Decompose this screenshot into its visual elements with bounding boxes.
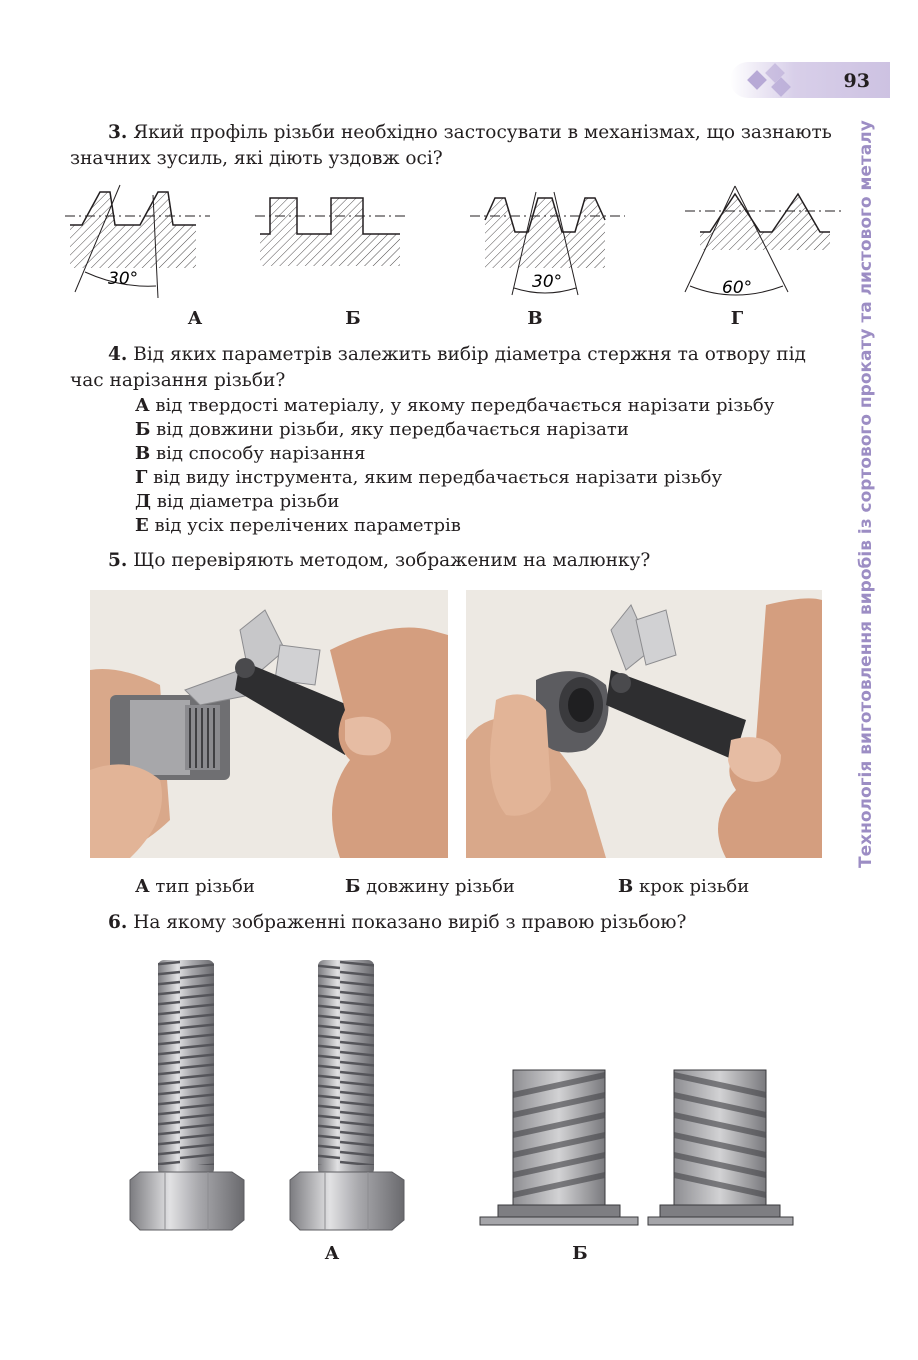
figure-label-a: А (324, 1243, 340, 1264)
option-text: тип різьби (155, 876, 255, 897)
option-text: крок різьби (638, 876, 750, 897)
option-text: від діаметра різьби (156, 491, 340, 512)
option-letter: Б (345, 876, 361, 897)
answer-option[interactable] (135, 394, 774, 418)
question-number: 6. (108, 912, 128, 933)
bolt-1 (130, 960, 244, 1230)
option-letter: Г (135, 467, 148, 488)
profile-v-angle: 30° (532, 272, 563, 292)
page-number-tab (730, 62, 890, 98)
option-text: від довжини різьби, яку передбачається нарізати (156, 419, 629, 440)
figure-label-b: Б (572, 1243, 588, 1264)
bolt-2 (290, 960, 404, 1230)
profile-b-rectangular (255, 198, 405, 266)
answer-option[interactable] (345, 876, 515, 897)
question-number: 4. (108, 344, 128, 365)
answer-option[interactable] (618, 876, 749, 897)
figure-label-v: В (527, 308, 543, 329)
profile-g-triangular (685, 186, 845, 298)
bolts-image (120, 950, 420, 1240)
option-letter: В (135, 443, 151, 464)
question-5 (70, 548, 840, 574)
answer-option[interactable] (135, 442, 366, 466)
profile-g-angle: 60° (722, 278, 753, 298)
question-text: Який профіль різьби необхідно застосувати в механізмах, що зазнають значних зусиль, які діють уздовж осі? (70, 122, 832, 169)
answer-option[interactable] (135, 876, 255, 897)
option-letter: Д (135, 491, 152, 512)
figure-label-g: Г (730, 308, 744, 329)
photo-thread-gauge-nut (466, 590, 822, 858)
side-running-title: Технологія виготовлення виробів із сортового прокату та листового металу (856, 120, 876, 868)
stud-2 (648, 1070, 793, 1225)
thread-profiles-figure (60, 180, 850, 310)
decor-diamond-icon (747, 70, 767, 90)
answer-option[interactable] (135, 418, 629, 442)
question-text: Що перевіряють методом, зображеним на малюнку? (133, 550, 651, 571)
option-text: від твердості матеріалу, у якому передбачається нарізати різьбу (155, 395, 775, 416)
threaded-studs-image (478, 1065, 798, 1230)
figure-label-b: Б (345, 308, 361, 329)
option-text: довжину різьби (366, 876, 515, 897)
photo-thread-gauge-bolt (90, 590, 448, 858)
question-number: 5. (108, 550, 128, 571)
question-3 (70, 120, 840, 172)
answer-option[interactable] (135, 466, 722, 490)
stud-1 (480, 1070, 638, 1225)
option-letter: Е (135, 515, 149, 536)
question-4 (70, 342, 840, 394)
answer-option[interactable] (135, 514, 461, 538)
option-letter: В (618, 876, 634, 897)
option-text: від способу нарізання (155, 443, 366, 464)
option-letter: А (135, 395, 150, 416)
profile-a-angle: 30° (108, 269, 139, 289)
question-number: 3. (108, 122, 128, 143)
question-text: На якому зображенні показано виріб з правою різьбою? (133, 912, 687, 933)
page-number: 93 (843, 70, 870, 92)
option-text: від усіх перелічених параметрів (154, 515, 461, 536)
profile-a-buttress (65, 185, 210, 298)
answer-option[interactable] (135, 490, 339, 514)
option-letter: Б (135, 419, 151, 440)
option-letter: А (135, 876, 150, 897)
question-6 (70, 910, 840, 936)
figure-label-a: А (187, 308, 203, 329)
question-text: Від яких параметрів залежить вибір діаметра стержня та отвору під час нарізання різьби? (70, 344, 806, 391)
option-text: від виду інструмента, яким передбачається нарізати різьбу (153, 467, 723, 488)
profile-v-trapezoidal (470, 192, 625, 295)
